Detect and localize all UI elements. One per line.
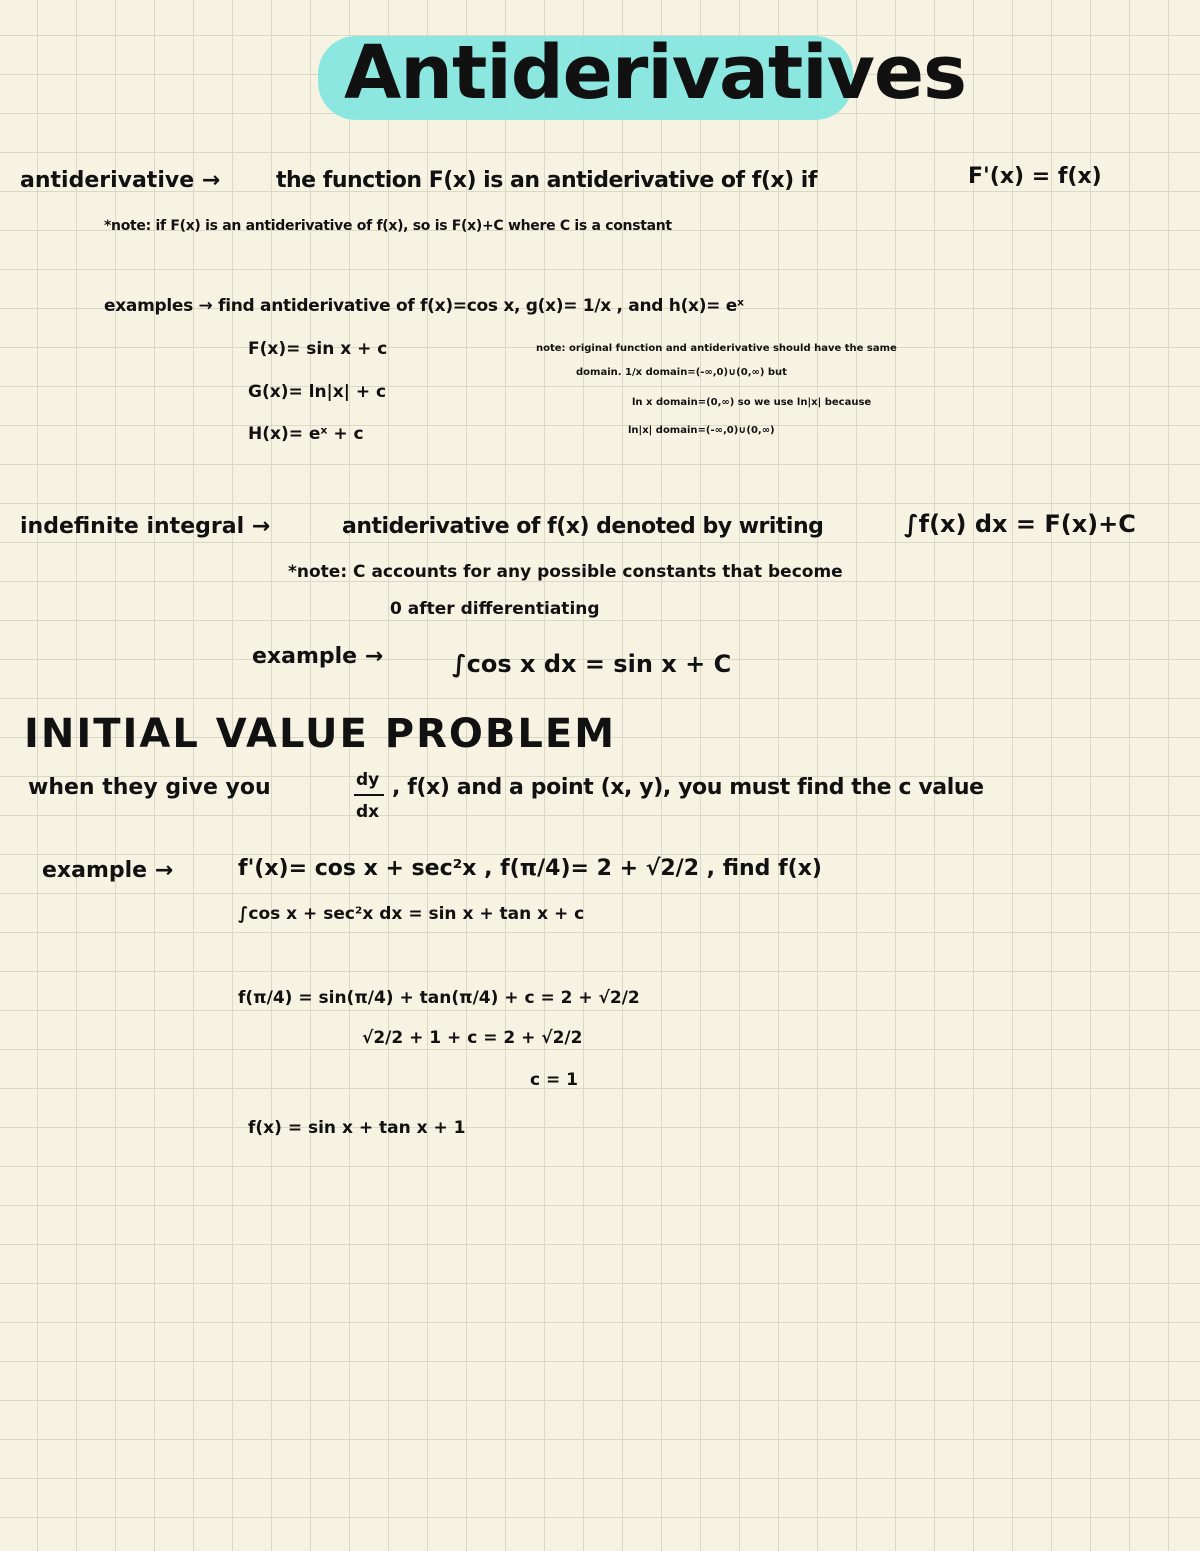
ivp-text-1: when they give you	[28, 775, 271, 800]
indefinite-example-label: example →	[252, 644, 384, 669]
side-note-3: ln x domain=(0,∞) so we use ln|x| because	[632, 397, 872, 408]
page-title: Antiderivatives	[344, 30, 967, 116]
example-line-1: F(x)= sin x + c	[248, 339, 388, 359]
ivp-dx: dx	[356, 802, 380, 822]
indefinite-text: antiderivative of f(x) denoted by writing	[342, 514, 824, 539]
indefinite-term: indefinite integral →	[20, 514, 271, 539]
def-note: *note: if F(x) is an antiderivative of f(x), so is F(x)+C where C is a constant	[104, 218, 672, 234]
side-note-2: domain. 1/x domain=(-∞,0)∪(0,∞) but	[576, 367, 787, 378]
ivp-step-4: c = 1	[530, 1070, 578, 1090]
ivp-heading: INITIAL VALUE PROBLEM	[24, 711, 616, 757]
fraction-bar	[354, 794, 384, 796]
ivp-step-3: √2/2 + 1 + c = 2 + √2/2	[362, 1028, 583, 1048]
ivp-step-2: f(π/4) = sin(π/4) + tan(π/4) + c = 2 + √2/2	[238, 988, 640, 1008]
example-line-2: G(x)= ln|x| + c	[248, 382, 387, 402]
side-note-4: ln|x| domain=(-∞,0)∪(0,∞)	[628, 425, 775, 436]
indefinite-example: ∫cos x dx = sin x + C	[452, 650, 732, 678]
ivp-example-label: example →	[42, 858, 174, 883]
indefinite-formula: ∫f(x) dx = F(x)+C	[904, 510, 1136, 538]
indefinite-note-2: 0 after differentiating	[390, 599, 600, 619]
def-text: the function F(x) is an antiderivative of f(x) if	[276, 168, 817, 193]
def-formula: F'(x) = f(x)	[968, 164, 1102, 189]
ivp-dy: dy	[356, 770, 380, 790]
examples-prompt: examples → find antiderivative of f(x)=cos x, g(x)= 1/x , and h(x)= eˣ	[104, 296, 744, 316]
side-note-1: note: original function and antiderivative should have the same	[536, 343, 897, 354]
ivp-text-2: , f(x) and a point (x, y), you must find the c value	[392, 775, 984, 800]
title-block	[318, 24, 967, 122]
indefinite-note-1: *note: C accounts for any possible constants that become	[288, 562, 843, 582]
ivp-step-1: ∫cos x + sec²x dx = sin x + tan x + c	[238, 904, 585, 924]
ivp-given: f'(x)= cos x + sec²x , f(π/4)= 2 + √2/2 , find f(x)	[238, 856, 822, 881]
ivp-answer: f(x) = sin x + tan x + 1	[248, 1118, 466, 1138]
def-term: antiderivative →	[20, 168, 221, 193]
example-line-3: H(x)= eˣ + c	[248, 424, 364, 444]
